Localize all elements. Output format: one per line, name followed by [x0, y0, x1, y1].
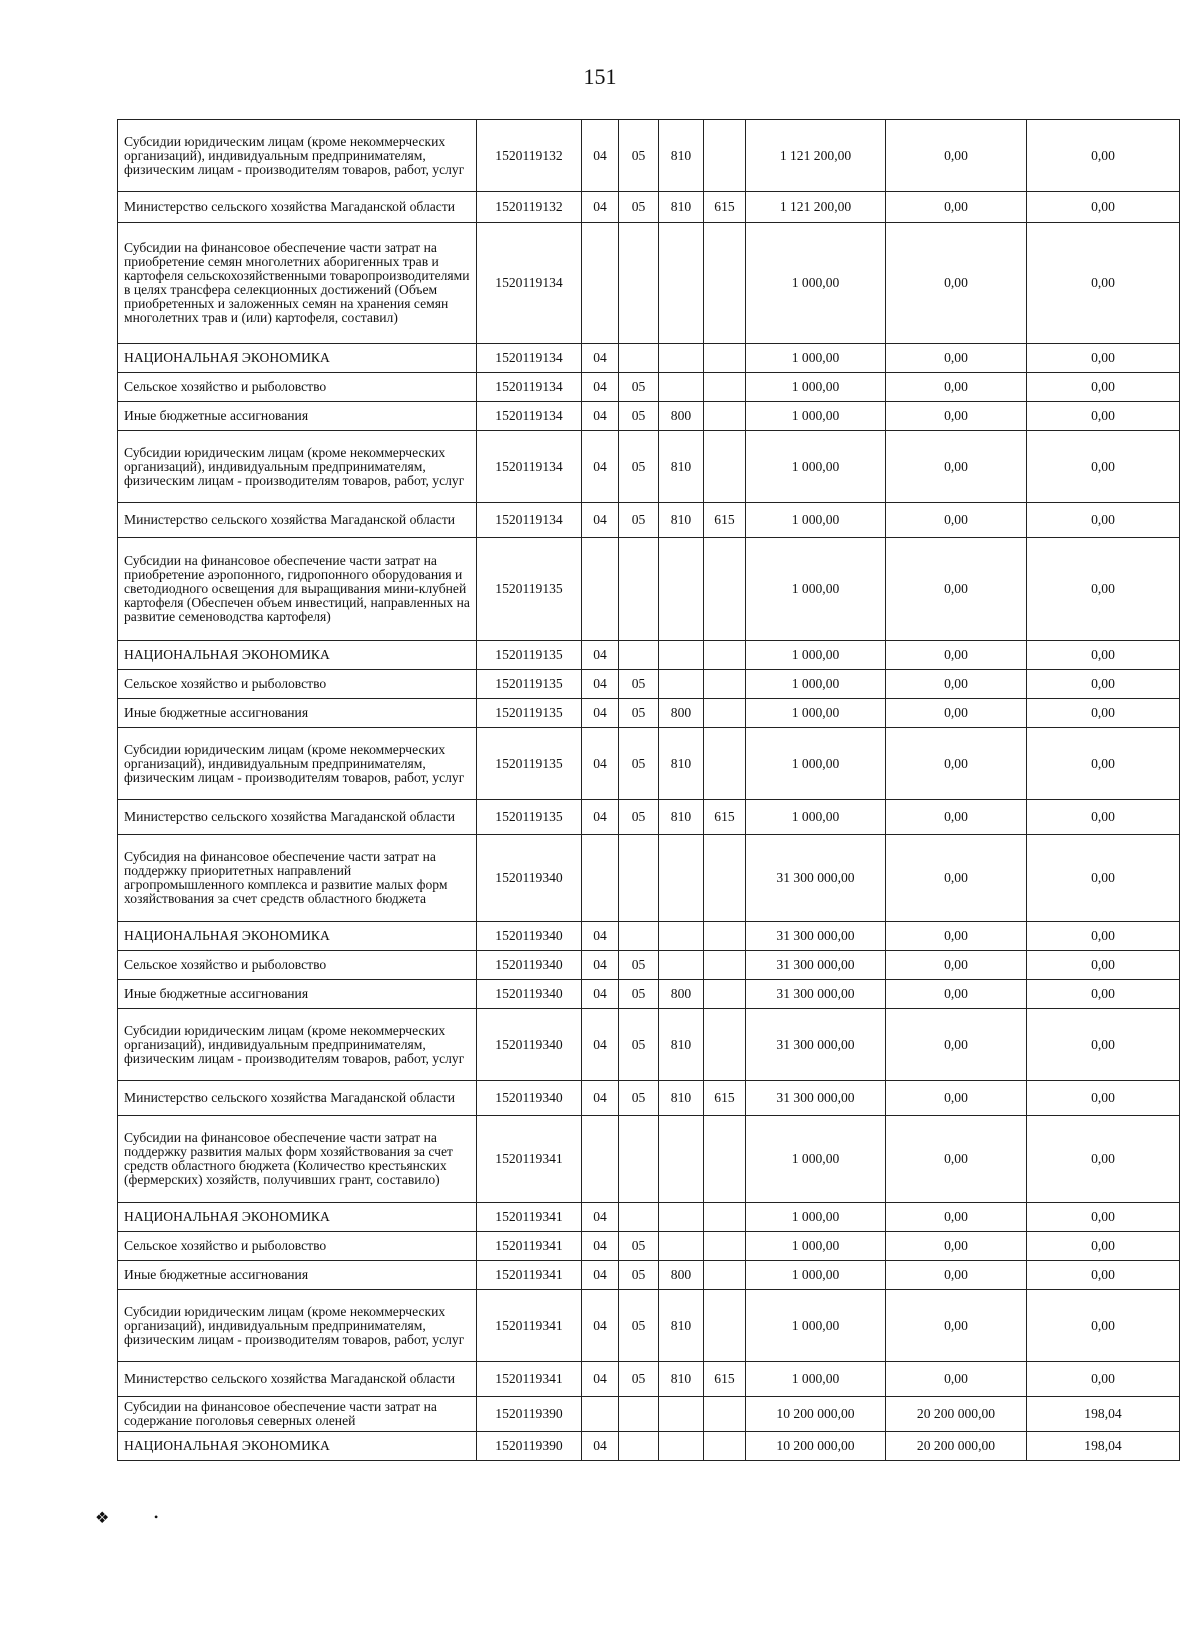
cell-amount-plan: 1 000,00 — [746, 1290, 886, 1362]
cell-percent: 0,00 — [1027, 223, 1180, 344]
cell-expense-type: 810 — [659, 192, 704, 223]
cell-expense-type: 810 — [659, 431, 704, 503]
cell-subsection: 05 — [619, 800, 659, 835]
cell-amount-fact: 0,00 — [886, 728, 1027, 800]
cell-target-code: 1520119132 — [477, 120, 582, 192]
cell-subsection: 05 — [619, 120, 659, 192]
cell-percent: 0,00 — [1027, 922, 1180, 951]
cell-subsection — [619, 1432, 659, 1461]
cell-admin-code — [704, 699, 746, 728]
cell-target-code: 1520119135 — [477, 538, 582, 641]
cell-subsection — [619, 922, 659, 951]
cell-expense-type — [659, 951, 704, 980]
table-row — [118, 1290, 1180, 1362]
cell-amount-fact: 0,00 — [886, 1116, 1027, 1203]
cell-percent: 0,00 — [1027, 800, 1180, 835]
cell-expense-type — [659, 670, 704, 699]
cell-percent: 0,00 — [1027, 980, 1180, 1009]
cell-section: 04 — [582, 699, 619, 728]
table-row — [118, 503, 1180, 538]
cell-percent: 0,00 — [1027, 1009, 1180, 1081]
cell-admin-code — [704, 344, 746, 373]
cell-name: Министерство сельского хозяйства Магаданской области — [118, 1362, 477, 1397]
cell-expense-type: 800 — [659, 980, 704, 1009]
cell-expense-type: 810 — [659, 503, 704, 538]
table-row — [118, 641, 1180, 670]
cell-subsection — [619, 835, 659, 922]
cell-name: Субсидии на финансовое обеспечение части затрат на приобретение аэропонного, гидропонного оборудования и светодиодного освещения для выращивания мини-клубней картофеля (Обеспечен объем инвестиций, направленных на развитие семеноводства картофеля) — [118, 538, 477, 641]
table-row — [118, 1232, 1180, 1261]
cell-section — [582, 538, 619, 641]
table-row — [118, 980, 1180, 1009]
cell-expense-type — [659, 538, 704, 641]
cell-section: 04 — [582, 1432, 619, 1461]
cell-admin-code — [704, 373, 746, 402]
cell-name: Иные бюджетные ассигнования — [118, 1261, 477, 1290]
cell-target-code: 1520119390 — [477, 1432, 582, 1461]
cell-percent: 198,04 — [1027, 1397, 1180, 1432]
table-row — [118, 670, 1180, 699]
cell-amount-fact: 0,00 — [886, 699, 1027, 728]
cell-name: Министерство сельского хозяйства Магаданской области — [118, 503, 477, 538]
cell-amount-fact: 0,00 — [886, 980, 1027, 1009]
cell-section: 04 — [582, 1362, 619, 1397]
cell-subsection: 05 — [619, 1290, 659, 1362]
cell-expense-type: 810 — [659, 120, 704, 192]
cell-expense-type — [659, 1432, 704, 1461]
cell-amount-fact: 0,00 — [886, 1203, 1027, 1232]
cell-expense-type — [659, 344, 704, 373]
cell-amount-fact: 0,00 — [886, 192, 1027, 223]
cell-target-code: 1520119134 — [477, 402, 582, 431]
cell-expense-type — [659, 1232, 704, 1261]
cell-amount-fact: 0,00 — [886, 835, 1027, 922]
cell-amount-plan: 1 000,00 — [746, 402, 886, 431]
cell-expense-type: 810 — [659, 800, 704, 835]
cell-percent: 0,00 — [1027, 344, 1180, 373]
cell-section: 04 — [582, 670, 619, 699]
cell-subsection — [619, 1203, 659, 1232]
cell-percent: 198,04 — [1027, 1432, 1180, 1461]
cell-target-code: 1520119340 — [477, 1081, 582, 1116]
cell-amount-plan: 1 000,00 — [746, 223, 886, 344]
cell-target-code: 1520119135 — [477, 728, 582, 800]
cell-name: Иные бюджетные ассигнования — [118, 699, 477, 728]
cell-subsection — [619, 1397, 659, 1432]
cell-target-code: 1520119135 — [477, 699, 582, 728]
cell-section: 04 — [582, 1009, 619, 1081]
cell-target-code: 1520119134 — [477, 431, 582, 503]
cell-amount-plan: 1 000,00 — [746, 1203, 886, 1232]
scan-artifact-icon: • — [154, 1510, 159, 1524]
table-row — [118, 402, 1180, 431]
cell-percent: 0,00 — [1027, 1290, 1180, 1362]
table-row — [118, 120, 1180, 192]
cell-expense-type: 810 — [659, 1362, 704, 1397]
cell-percent: 0,00 — [1027, 120, 1180, 192]
cell-amount-plan: 1 121 200,00 — [746, 192, 886, 223]
cell-admin-code — [704, 951, 746, 980]
page-number: 151 — [583, 64, 617, 89]
table-body — [118, 120, 1180, 1461]
cell-percent: 0,00 — [1027, 670, 1180, 699]
cell-amount-fact: 0,00 — [886, 1081, 1027, 1116]
cell-percent: 0,00 — [1027, 431, 1180, 503]
table-row — [118, 728, 1180, 800]
cell-amount-fact: 20 200 000,00 — [886, 1432, 1027, 1461]
cell-admin-code: 615 — [704, 1081, 746, 1116]
table-row — [118, 373, 1180, 402]
cell-expense-type: 810 — [659, 728, 704, 800]
cell-amount-fact: 0,00 — [886, 503, 1027, 538]
cell-subsection: 05 — [619, 373, 659, 402]
cell-amount-fact: 0,00 — [886, 1232, 1027, 1261]
cell-section: 04 — [582, 120, 619, 192]
table-row — [118, 431, 1180, 503]
cell-name: Субсидии юридическим лицам (кроме некоммерческих организаций), индивидуальным предпринимателям, физическим лицам - производителям товаров, работ, услуг — [118, 1009, 477, 1081]
cell-name: Иные бюджетные ассигнования — [118, 980, 477, 1009]
cell-admin-code — [704, 1432, 746, 1461]
cell-name: НАЦИОНАЛЬНАЯ ЭКОНОМИКА — [118, 1432, 477, 1461]
cell-name: Субсидии на финансовое обеспечение части затрат на поддержку развития малых форм хозяйствования за счет средств областного бюджета (Количество крестьянских (фермерских) хозяйств, получивших грант, составило) — [118, 1116, 477, 1203]
cell-amount-fact: 0,00 — [886, 922, 1027, 951]
cell-subsection: 05 — [619, 670, 659, 699]
cell-amount-fact: 0,00 — [886, 344, 1027, 373]
cell-section: 04 — [582, 431, 619, 503]
cell-name: Сельское хозяйство и рыболовство — [118, 670, 477, 699]
cell-admin-code: 615 — [704, 503, 746, 538]
table-row — [118, 1362, 1180, 1397]
cell-section — [582, 223, 619, 344]
cell-admin-code — [704, 641, 746, 670]
cell-admin-code — [704, 1397, 746, 1432]
cell-name: НАЦИОНАЛЬНАЯ ЭКОНОМИКА — [118, 1203, 477, 1232]
cell-amount-plan: 31 300 000,00 — [746, 951, 886, 980]
cell-amount-plan: 1 000,00 — [746, 373, 886, 402]
cell-admin-code: 615 — [704, 192, 746, 223]
cell-admin-code — [704, 1290, 746, 1362]
cell-percent: 0,00 — [1027, 192, 1180, 223]
cell-target-code: 1520119341 — [477, 1116, 582, 1203]
cell-admin-code — [704, 728, 746, 800]
cell-percent: 0,00 — [1027, 1081, 1180, 1116]
table-row — [118, 1116, 1180, 1203]
cell-subsection: 05 — [619, 1081, 659, 1116]
cell-expense-type — [659, 1203, 704, 1232]
cell-amount-plan: 31 300 000,00 — [746, 922, 886, 951]
cell-amount-plan: 1 000,00 — [746, 344, 886, 373]
cell-amount-fact: 0,00 — [886, 641, 1027, 670]
cell-subsection — [619, 641, 659, 670]
cell-expense-type: 800 — [659, 699, 704, 728]
cell-expense-type — [659, 1397, 704, 1432]
table-row — [118, 1081, 1180, 1116]
cell-amount-fact: 0,00 — [886, 1290, 1027, 1362]
cell-amount-plan: 1 000,00 — [746, 800, 886, 835]
cell-subsection: 05 — [619, 728, 659, 800]
cell-percent: 0,00 — [1027, 728, 1180, 800]
table-row — [118, 951, 1180, 980]
cell-name: Сельское хозяйство и рыболовство — [118, 951, 477, 980]
cell-name: Субсидии юридическим лицам (кроме некоммерческих организаций), индивидуальным предпринимателям, физическим лицам - производителям товаров, работ, услуг — [118, 728, 477, 800]
cell-name: Сельское хозяйство и рыболовство — [118, 1232, 477, 1261]
cell-subsection: 05 — [619, 431, 659, 503]
cell-amount-plan: 1 000,00 — [746, 728, 886, 800]
cell-section: 04 — [582, 1203, 619, 1232]
cell-section: 04 — [582, 1081, 619, 1116]
table-row — [118, 1009, 1180, 1081]
cell-percent: 0,00 — [1027, 1203, 1180, 1232]
cell-subsection: 05 — [619, 1261, 659, 1290]
cell-section: 04 — [582, 1261, 619, 1290]
cell-subsection: 05 — [619, 192, 659, 223]
cell-amount-fact: 0,00 — [886, 1362, 1027, 1397]
cell-section: 04 — [582, 800, 619, 835]
table-row — [118, 922, 1180, 951]
table-row — [118, 1261, 1180, 1290]
cell-subsection — [619, 223, 659, 344]
cell-amount-plan: 1 000,00 — [746, 1261, 886, 1290]
cell-target-code: 1520119390 — [477, 1397, 582, 1432]
cell-target-code: 1520119134 — [477, 503, 582, 538]
cell-amount-fact: 0,00 — [886, 120, 1027, 192]
cell-target-code: 1520119341 — [477, 1261, 582, 1290]
cell-amount-plan: 10 200 000,00 — [746, 1432, 886, 1461]
cell-section — [582, 835, 619, 922]
cell-amount-fact: 0,00 — [886, 800, 1027, 835]
cell-name: Сельское хозяйство и рыболовство — [118, 373, 477, 402]
cell-section: 04 — [582, 980, 619, 1009]
cell-target-code: 1520119340 — [477, 951, 582, 980]
cell-subsection: 05 — [619, 699, 659, 728]
cell-subsection — [619, 344, 659, 373]
cell-amount-plan: 1 000,00 — [746, 670, 886, 699]
cell-target-code: 1520119132 — [477, 192, 582, 223]
cell-section: 04 — [582, 503, 619, 538]
cell-admin-code — [704, 1261, 746, 1290]
cell-name: Субсидии на финансовое обеспечение части затрат на приобретение семян многолетних аборигенных трав и картофеля сельскохозяйственными товаропроизводителями в целях трансфера селекционных достижений (Объем приобретенных и заложенных семян на хранения семян многолетних трав и (или) картофеля, составил) — [118, 223, 477, 344]
cell-amount-plan: 1 000,00 — [746, 1232, 886, 1261]
cell-admin-code — [704, 980, 746, 1009]
table-row — [118, 835, 1180, 922]
cell-expense-type: 810 — [659, 1009, 704, 1081]
cell-amount-plan: 1 000,00 — [746, 1362, 886, 1397]
cell-target-code: 1520119340 — [477, 922, 582, 951]
cell-amount-plan: 31 300 000,00 — [746, 835, 886, 922]
cell-subsection — [619, 538, 659, 641]
cell-admin-code — [704, 431, 746, 503]
cell-section: 04 — [582, 641, 619, 670]
cell-name: Министерство сельского хозяйства Магаданской области — [118, 1081, 477, 1116]
cell-name: Министерство сельского хозяйства Магаданской области — [118, 192, 477, 223]
cell-name: НАЦИОНАЛЬНАЯ ЭКОНОМИКА — [118, 922, 477, 951]
cell-section — [582, 1116, 619, 1203]
cell-expense-type: 800 — [659, 402, 704, 431]
cell-name: Субсидии на финансовое обеспечение части затрат на содержание поголовья северных оленей — [118, 1397, 477, 1432]
cell-admin-code — [704, 538, 746, 641]
cell-name: Министерство сельского хозяйства Магаданской области — [118, 800, 477, 835]
cell-expense-type — [659, 1116, 704, 1203]
cell-target-code: 1520119134 — [477, 373, 582, 402]
cell-amount-fact: 0,00 — [886, 223, 1027, 344]
cell-percent: 0,00 — [1027, 835, 1180, 922]
cell-target-code: 1520119135 — [477, 670, 582, 699]
cell-section: 04 — [582, 922, 619, 951]
cell-section: 04 — [582, 1290, 619, 1362]
cell-target-code: 1520119340 — [477, 835, 582, 922]
cell-expense-type — [659, 373, 704, 402]
cell-section: 04 — [582, 1232, 619, 1261]
cell-section: 04 — [582, 192, 619, 223]
cell-subsection: 05 — [619, 1362, 659, 1397]
cell-amount-fact: 0,00 — [886, 1261, 1027, 1290]
cell-admin-code — [704, 120, 746, 192]
table-row — [118, 699, 1180, 728]
cell-subsection: 05 — [619, 1009, 659, 1081]
cell-section: 04 — [582, 402, 619, 431]
cell-expense-type: 810 — [659, 1290, 704, 1362]
cell-amount-fact: 0,00 — [886, 538, 1027, 641]
cell-target-code: 1520119135 — [477, 641, 582, 670]
cell-admin-code — [704, 1116, 746, 1203]
cell-amount-plan: 1 000,00 — [746, 538, 886, 641]
cell-expense-type — [659, 922, 704, 951]
cell-name: НАЦИОНАЛЬНАЯ ЭКОНОМИКА — [118, 344, 477, 373]
cell-amount-plan: 10 200 000,00 — [746, 1397, 886, 1432]
cell-admin-code: 615 — [704, 1362, 746, 1397]
cell-admin-code: 615 — [704, 800, 746, 835]
cell-admin-code — [704, 670, 746, 699]
cell-target-code: 1520119341 — [477, 1232, 582, 1261]
table-row — [118, 538, 1180, 641]
cell-amount-plan: 31 300 000,00 — [746, 980, 886, 1009]
cell-name: Иные бюджетные ассигнования — [118, 402, 477, 431]
cell-name: Субсидии юридическим лицам (кроме некоммерческих организаций), индивидуальным предпринимателям, физическим лицам - производителям товаров, работ, услуг — [118, 120, 477, 192]
cell-name: Субсидии юридическим лицам (кроме некоммерческих организаций), индивидуальным предпринимателям, физическим лицам - производителям товаров, работ, услуг — [118, 431, 477, 503]
cell-section: 04 — [582, 728, 619, 800]
cell-amount-plan: 1 000,00 — [746, 641, 886, 670]
cell-target-code: 1520119341 — [477, 1362, 582, 1397]
cell-admin-code — [704, 1232, 746, 1261]
cell-percent: 0,00 — [1027, 699, 1180, 728]
cell-percent: 0,00 — [1027, 538, 1180, 641]
cell-admin-code — [704, 223, 746, 344]
table-row — [118, 192, 1180, 223]
cell-name: НАЦИОНАЛЬНАЯ ЭКОНОМИКА — [118, 641, 477, 670]
cell-admin-code — [704, 1009, 746, 1081]
cell-subsection: 05 — [619, 951, 659, 980]
cell-target-code: 1520119135 — [477, 800, 582, 835]
cell-expense-type — [659, 641, 704, 670]
cell-percent: 0,00 — [1027, 641, 1180, 670]
cell-name: Субсидии юридическим лицам (кроме некоммерческих организаций), индивидуальным предпринимателям, физическим лицам - производителям товаров, работ, услуг — [118, 1290, 477, 1362]
cell-amount-fact: 0,00 — [886, 951, 1027, 980]
table-row — [118, 1203, 1180, 1232]
cell-amount-plan: 1 000,00 — [746, 699, 886, 728]
cell-amount-fact: 0,00 — [886, 373, 1027, 402]
budget-table — [117, 119, 1180, 1461]
cell-amount-plan: 31 300 000,00 — [746, 1081, 886, 1116]
cell-amount-plan: 31 300 000,00 — [746, 1009, 886, 1081]
cell-subsection: 05 — [619, 980, 659, 1009]
cell-percent: 0,00 — [1027, 1261, 1180, 1290]
cell-percent: 0,00 — [1027, 1116, 1180, 1203]
cell-subsection: 05 — [619, 1232, 659, 1261]
cell-target-code: 1520119134 — [477, 223, 582, 344]
cell-target-code: 1520119134 — [477, 344, 582, 373]
cell-amount-plan: 1 000,00 — [746, 503, 886, 538]
cell-expense-type — [659, 223, 704, 344]
cell-admin-code — [704, 922, 746, 951]
cell-target-code: 1520119341 — [477, 1290, 582, 1362]
scan-artifact-icon: ❖ — [95, 1510, 110, 1527]
table-row — [118, 1432, 1180, 1461]
cell-amount-fact: 0,00 — [886, 1009, 1027, 1081]
cell-percent: 0,00 — [1027, 373, 1180, 402]
cell-section: 04 — [582, 951, 619, 980]
cell-admin-code — [704, 835, 746, 922]
cell-target-code: 1520119340 — [477, 980, 582, 1009]
cell-amount-fact: 0,00 — [886, 431, 1027, 503]
cell-amount-plan: 1 000,00 — [746, 431, 886, 503]
cell-target-code: 1520119340 — [477, 1009, 582, 1081]
cell-amount-plan: 1 000,00 — [746, 1116, 886, 1203]
cell-expense-type: 800 — [659, 1261, 704, 1290]
cell-admin-code — [704, 402, 746, 431]
cell-percent: 0,00 — [1027, 1362, 1180, 1397]
cell-name: Субсидия на финансовое обеспечение части затрат на поддержку приоритетных направлений агропромышленного комплекса и развитие малых форм хозяйствования за счет средств областного бюджета — [118, 835, 477, 922]
table-row — [118, 800, 1180, 835]
cell-subsection — [619, 1116, 659, 1203]
table-row — [118, 344, 1180, 373]
cell-amount-plan: 1 121 200,00 — [746, 120, 886, 192]
cell-percent: 0,00 — [1027, 951, 1180, 980]
cell-section: 04 — [582, 373, 619, 402]
cell-amount-fact: 0,00 — [886, 670, 1027, 699]
table-row — [118, 223, 1180, 344]
cell-subsection: 05 — [619, 402, 659, 431]
cell-expense-type: 810 — [659, 1081, 704, 1116]
cell-expense-type — [659, 835, 704, 922]
cell-percent: 0,00 — [1027, 402, 1180, 431]
cell-amount-fact: 20 200 000,00 — [886, 1397, 1027, 1432]
cell-percent: 0,00 — [1027, 1232, 1180, 1261]
cell-subsection: 05 — [619, 503, 659, 538]
cell-section: 04 — [582, 344, 619, 373]
cell-section — [582, 1397, 619, 1432]
table-row — [118, 1397, 1180, 1432]
cell-admin-code — [704, 1203, 746, 1232]
cell-amount-fact: 0,00 — [886, 402, 1027, 431]
cell-percent: 0,00 — [1027, 503, 1180, 538]
cell-target-code: 1520119341 — [477, 1203, 582, 1232]
